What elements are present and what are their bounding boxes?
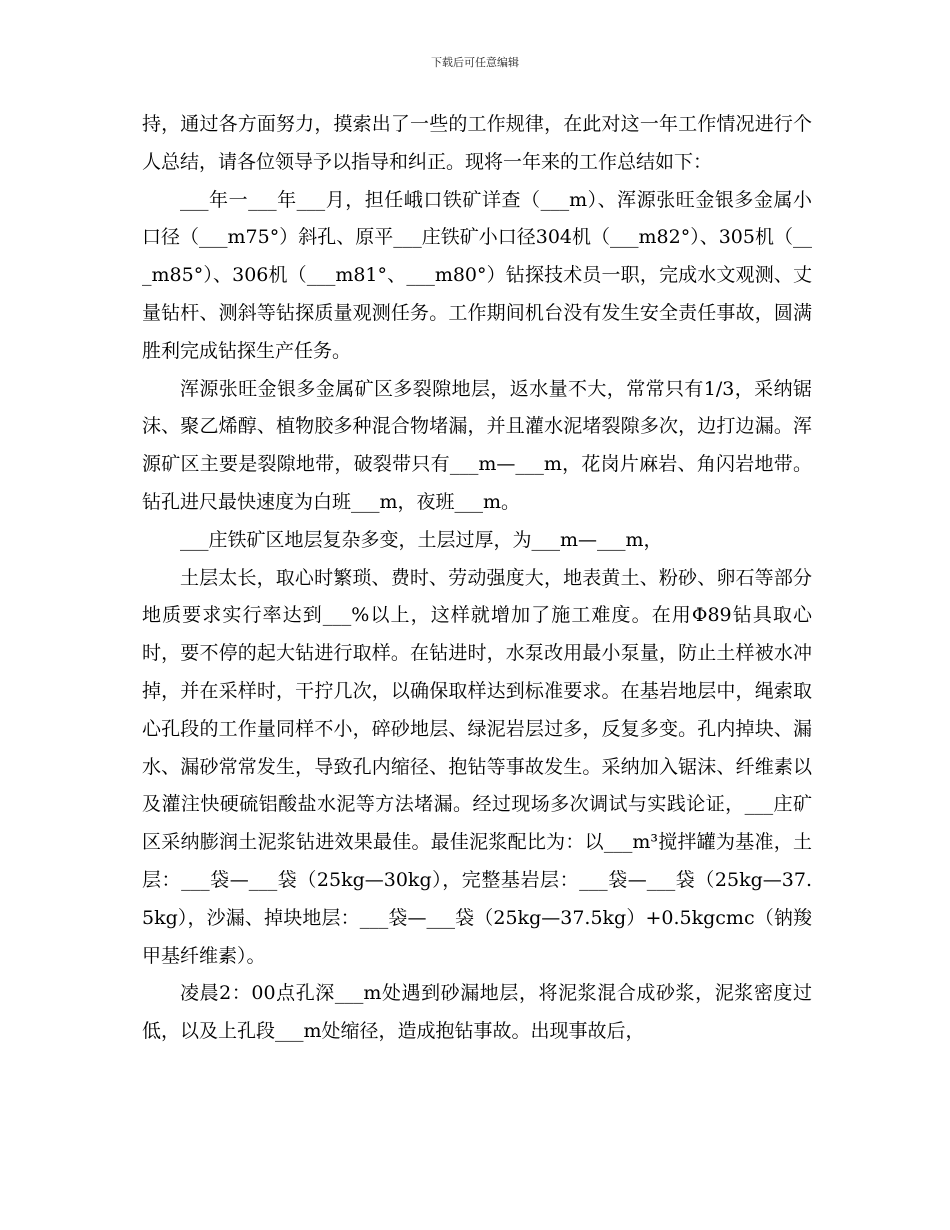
page-header: 下载后可任意编辑 bbox=[431, 56, 519, 69]
paragraph-1: 持，通过各方面努力，摸索出了一些的工作规律，在此对这一年工作情况进行个人总结，请各位领导予以指导和纠正。现将一年来的工作总结如下： bbox=[142, 113, 812, 173]
paragraph-6: 凌晨2：00点孔深___m处遇到砂漏地层，将泥浆混合成砂浆，泥浆密度过低，以及上孔段___m处缩径，造成抱钻事故。出现事故后， bbox=[142, 982, 812, 1043]
paragraph-3: 浑源张旺金银多金属矿区多裂隙地层，返水量不大，常常只有1/3，采纳锯沫、聚乙烯醇、植物胶多种混合物堵漏，并且灌水泥堵裂隙多次，边打边漏。浑源矿区主要是裂隙地带，破裂带只有___m—___m，花岗片麻岩、角闪岩地带。钻孔进尺最快速度为白班___m，夜班___m。 bbox=[142, 377, 812, 513]
paragraph-5: 土层太长，取心时繁琐、费时、劳动强度大，地表黄土、粉砂、卵石等部分地质要求实行率达到___%以上，这样就增加了施工难度。在用Φ89钻具取心时，要不停的起大钻进行取样。在钻进时，水泵改用最小泵量，防止土样被水冲掉，并在采样时，干拧几次，以确保取样达到标准要求。在基岩地层中，绳索取心孔段的工作量同样不小，碎砂地层、绿泥岩层过多，反复多变。孔内掉块、漏水、漏砂常常发生，导致孔内缩径、抱钻等事故发生。采纳加入锯沫、纤维素以及灌注快硬硫铝酸盐水泥等方法堵漏。经过现场多次调试与实践论证，___庄矿区采纳膨润土泥浆钻进效果最佳。最佳泥浆配比为：以___m³搅拌罐为基准，土层：___袋—___袋（25kg—30kg），完整基岩层：___袋—___袋（25kg—37.5kg），沙漏、掉块地层：___袋—___袋（25kg—37.5kg）+0.5kgcmc（钠羧甲基纤维素）。 bbox=[142, 566, 812, 967]
paragraph-2: ___年一___年___月，担任峨口铁矿详查（___m）、浑源张旺金银多金属小口径（___m75°）斜孔、原平___庄铁矿小口径304机（___m82°）、305机（___m85°）、306机（___m81°、___m80°）钻探技术员一职，完成水文观测、丈量钻杆、测斜等钻探质量观测任务。工作期间机台没有发生安全责任事故，圆满胜利完成钻探生产任务。 bbox=[142, 188, 812, 362]
document-body bbox=[142, 106, 812, 1051]
paragraph-4: ___庄铁矿区地层复杂多变，土层过厚，为___m—___m， bbox=[180, 528, 663, 551]
